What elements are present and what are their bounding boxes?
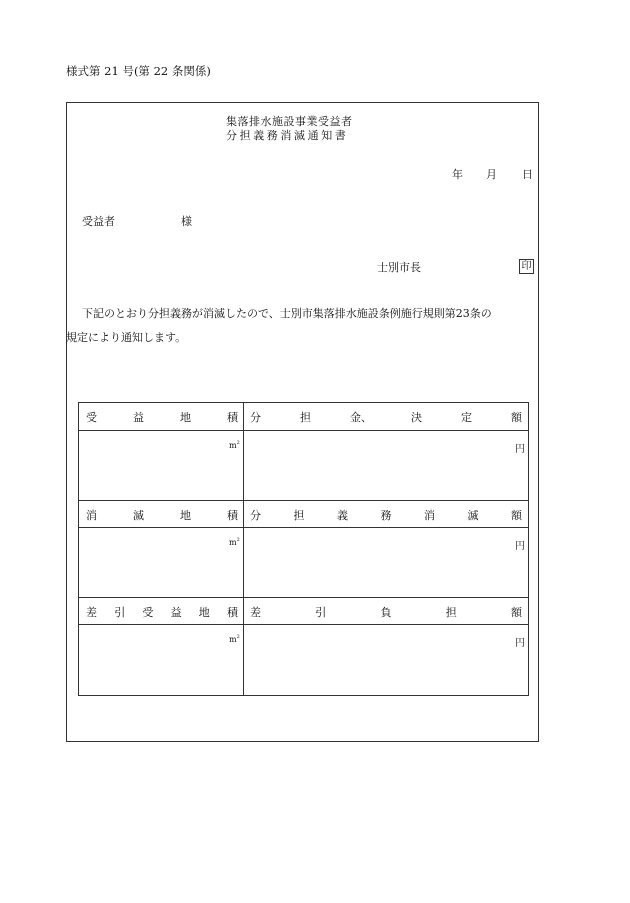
body-text-line2: 規定により通知します。 — [66, 331, 187, 344]
header-char: 担 — [300, 410, 311, 424]
header-char: 定 — [461, 410, 472, 424]
header-char: 受 — [142, 605, 154, 619]
header-char: 滅 — [467, 508, 479, 522]
header-char: 地 — [180, 508, 191, 522]
header-char: 受 — [86, 410, 97, 424]
header-char: 担 — [293, 508, 305, 522]
header-char: 積 — [226, 605, 238, 619]
header-extinguished-amount — [250, 501, 522, 528]
header-char: 金、 — [350, 410, 372, 424]
header-determined-amount — [250, 403, 522, 430]
body-text-line1: 下記のとおり分担義務が消滅したので、士別市集落排水施設条例施行規則第23条の — [82, 307, 492, 320]
recipient-label: 受益者 — [82, 215, 115, 228]
header-net-benefit-area — [86, 598, 238, 625]
header-char: 負 — [380, 605, 392, 619]
date-year-label: 年 — [452, 168, 463, 181]
header-char: 額 — [511, 508, 522, 522]
header-char: 地 — [198, 605, 210, 619]
header-char: 差 — [86, 605, 97, 619]
table-column-divider — [243, 403, 244, 695]
header-char: 引 — [315, 605, 327, 619]
yen-unit-label: 円 — [515, 541, 525, 552]
header-char: 額 — [511, 605, 522, 619]
issuer-title: 士別市長 — [377, 261, 421, 274]
header-char: 消 — [424, 508, 435, 522]
header-char: 担 — [445, 605, 457, 619]
header-char: 益 — [133, 410, 144, 424]
details-table — [78, 402, 529, 696]
table-row-divider — [79, 430, 528, 431]
header-char: 差 — [250, 605, 261, 619]
header-char: 消 — [86, 508, 97, 522]
header-char: 務 — [380, 508, 392, 522]
document-title-line2: 分担義務消滅通知書 — [226, 129, 349, 142]
header-char: 滅 — [133, 508, 144, 522]
document-title-line1: 集落排水施設事業受益者 — [226, 115, 353, 128]
header-char: 積 — [227, 508, 238, 522]
header-char: 決 — [411, 410, 422, 424]
header-char: 地 — [180, 410, 191, 424]
yen-unit-label: 円 — [515, 444, 525, 455]
seal-mark: 印 — [519, 259, 534, 274]
header-net-burden-amount — [250, 598, 522, 625]
area-unit-label: $m^2$ — [229, 537, 240, 547]
header-extinguished-area — [86, 501, 238, 528]
header-benefit-area — [86, 403, 238, 430]
area-unit-label: $m^2$ — [229, 634, 240, 644]
header-char: 引 — [114, 605, 126, 619]
header-char: 積 — [227, 410, 238, 424]
area-unit-label: $m^2$ — [229, 440, 240, 450]
header-char: 分 — [250, 508, 261, 522]
form-number-label: 様式第 21 号(第 22 条関係) — [66, 64, 211, 78]
header-char: 分 — [250, 410, 261, 424]
date-month-label: 月 — [486, 168, 497, 181]
header-char: 益 — [170, 605, 182, 619]
yen-unit-label: 円 — [515, 638, 525, 649]
header-char: 義 — [337, 508, 348, 522]
recipient-honorific: 様 — [181, 215, 192, 228]
header-char: 額 — [511, 410, 522, 424]
date-day-label: 日 — [522, 168, 533, 181]
